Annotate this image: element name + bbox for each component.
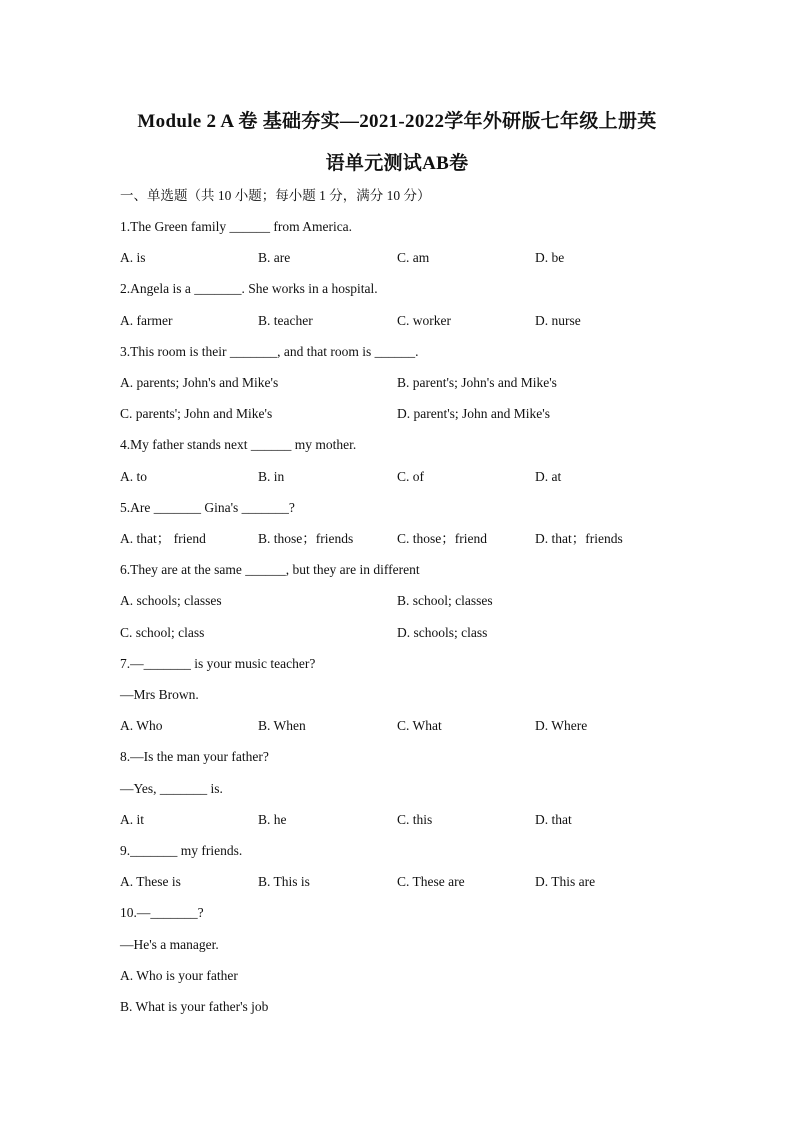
question-6-option-b: B. school; classes <box>397 593 493 608</box>
question-7-option-c: C. What <box>397 718 442 733</box>
question-10-reply: —He's a manager. <box>120 937 219 952</box>
question-7-option-a: A. Who <box>120 718 163 733</box>
question-8-option-d: D. that <box>535 812 572 827</box>
question-10-stem: 10.—_______? <box>120 905 204 920</box>
question-1-option-c: C. am <box>397 250 430 265</box>
question-4-option-c: C. of <box>397 469 424 484</box>
question-1-stem: 1.The Green family ______ from America. <box>120 219 353 234</box>
question-7-option-d: D. Where <box>535 718 588 733</box>
document-title-line-2: 语单元测试AB卷 <box>325 153 469 174</box>
question-8-stem: 8.—Is the man your father? <box>120 749 269 764</box>
question-7-option-b: B. When <box>258 718 306 733</box>
question-4-stem: 4.My father stands next ______ my mother. <box>120 437 357 452</box>
question-1-option-d: D. be <box>535 250 565 265</box>
question-9-option-a: A. These is <box>120 874 181 889</box>
question-10-option-b: B. What is your father's job <box>120 999 269 1014</box>
document-title-line-1: Module 2 A 卷 基础夯实—2021-2022学年外研版七年级上册英 <box>137 111 657 132</box>
question-5-stem: 5.Are _______ Gina's _______? <box>120 500 295 515</box>
question-6-option-c: C. school; class <box>120 625 205 640</box>
question-2-option-b: B. teacher <box>258 313 313 328</box>
question-6-option-a: A. schools; classes <box>120 593 222 608</box>
question-8-option-a: A. it <box>120 812 145 827</box>
question-1-option-a: A. is <box>120 250 146 265</box>
question-7-stem: 7.—_______ is your music teacher? <box>120 656 316 671</box>
question-4-option-b: B. in <box>258 469 285 484</box>
question-2-option-a: A. farmer <box>120 313 173 328</box>
question-2-option-c: C. worker <box>397 313 451 328</box>
question-4-option-d: D. at <box>535 469 562 484</box>
question-3-option-d: D. parent's; John and Mike's <box>397 406 550 421</box>
question-2-option-d: D. nurse <box>535 313 581 328</box>
question-4-option-a: A. to <box>120 469 147 484</box>
question-8-option-c: C. this <box>397 812 433 827</box>
question-3-option-a: A. parents; John's and Mike's <box>120 375 279 390</box>
question-9-stem: 9._______ my friends. <box>120 843 243 858</box>
question-3-option-b: B. parent's; John's and Mike's <box>397 375 557 390</box>
question-10-option-a: A. Who is your father <box>120 968 238 983</box>
question-9-option-b: B. This is <box>258 874 310 889</box>
question-1-option-b: B. are <box>258 250 291 265</box>
question-3-option-c: C. parents'; John and Mike's <box>120 406 273 421</box>
question-8-reply: —Yes, _______ is. <box>120 781 223 796</box>
question-5-option-b: B. those；friends <box>258 531 354 546</box>
question-5-option-a: A. that； friend <box>120 531 206 546</box>
question-9-option-d: D. This are <box>535 874 596 889</box>
question-5-option-d: D. that；friends <box>535 531 623 546</box>
question-5-option-c: C. those；friend <box>397 531 487 546</box>
question-7-reply: —Mrs Brown. <box>120 687 199 702</box>
question-3-stem: 3.This room is their _______, and that room is ______. <box>120 344 419 359</box>
question-6-option-d: D. schools; class <box>397 625 488 640</box>
question-2-stem: 2.Angela is a _______. She works in a hospital. <box>120 281 378 296</box>
question-6-stem: 6.They are at the same ______, but they are in different <box>120 562 420 577</box>
question-9-option-c: C. These are <box>397 874 465 889</box>
section-heading: 一、单选题（共 10 小题；每小题 1 分，满分 10 分） <box>120 188 431 203</box>
question-8-option-b: B. he <box>258 812 287 827</box>
